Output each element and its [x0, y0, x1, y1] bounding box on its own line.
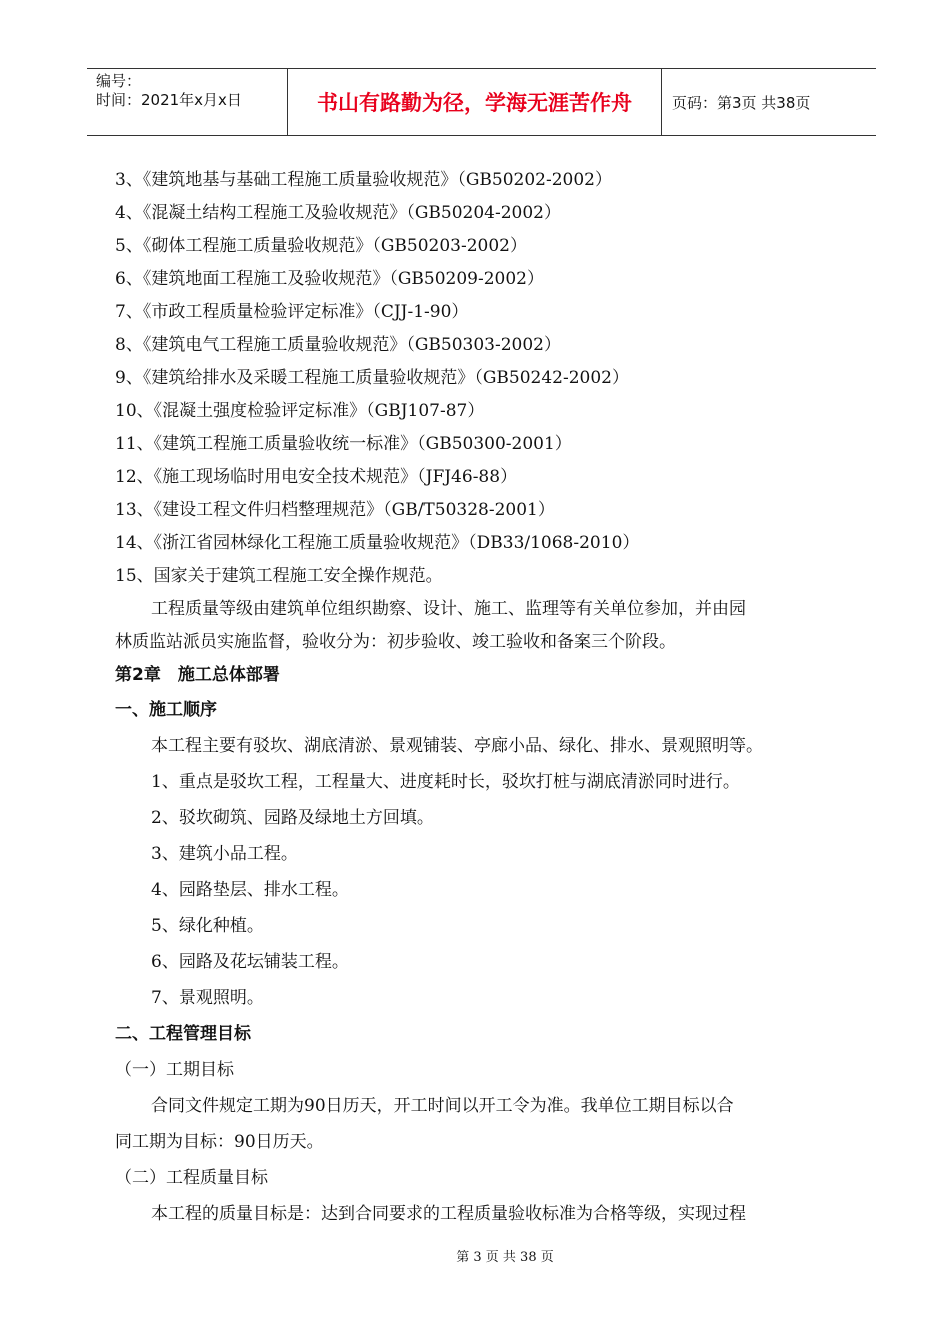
header-page-info: 页码：第3页 共38页 [672, 93, 811, 112]
page-footer: 第 3 页 共 38 页 [456, 1250, 554, 1265]
document-number: 编号： [96, 72, 142, 90]
text-line: 7、《市政工程质量检验评定标准》（CJJ-1-90） [115, 302, 469, 322]
text-line: 12、《施工现场临时用电安全技术规范》（JFJ46-88） [115, 467, 518, 487]
text-line: 工程质量等级由建筑单位组织勘察、设计、施工、监理等有关单位参加，并由园 [151, 599, 746, 619]
text-line: 6、《建筑地面工程施工及验收规范》（GB50209-2002） [115, 269, 544, 289]
text-line: 5、绿化种植。 [151, 916, 264, 936]
text-line: （二）工程质量目标 [115, 1168, 268, 1188]
text-line: 11、《建筑工程施工质量验收统一标准》（GB50300-2001） [115, 434, 572, 454]
header-motto: 书山有路勤为径，学海无涯苦作舟 [287, 69, 662, 135]
text-line: 本工程主要有驳坎、湖底清淤、景观铺装、亭廊小品、绿化、排水、景观照明等。 [151, 736, 763, 756]
header-meta [87, 69, 287, 135]
text-line: 13、《建设工程文件归档整理规范》（GB/T50328-2001） [115, 500, 555, 520]
text-line: （一）工期目标 [115, 1060, 234, 1080]
text-line: 6、园路及花坛铺装工程。 [151, 952, 349, 972]
text-line: 15、国家关于建筑工程施工安全操作规范。 [115, 566, 443, 586]
document-date: 时间：2021年x月x日 [96, 91, 242, 109]
text-line: 7、景观照明。 [151, 988, 264, 1008]
text-line: 本工程的质量目标是：达到合同要求的工程质量验收标准为合格等级，实现过程 [151, 1204, 746, 1224]
text-line: 8、《建筑电气工程施工质量验收规范》（GB50303-2002） [115, 335, 561, 355]
text-line: 4、园路垫层、排水工程。 [151, 880, 349, 900]
text-line: 14、《浙江省园林绿化工程施工质量验收规范》（DB33/1068-2010） [115, 533, 640, 553]
text-line: 10、《混凝土强度检验评定标准》（GBJ107-87） [115, 401, 485, 421]
text-line: 1、重点是驳坎工程，工程量大、进度耗时长，驳坎打桩与湖底清淤同时进行。 [151, 772, 740, 792]
text-line: 3、建筑小品工程。 [151, 844, 298, 864]
section-heading: 二、工程管理目标 [115, 1024, 251, 1044]
section-heading: 第2章 施工总体部署 [115, 665, 280, 685]
text-line: 9、《建筑给排水及采暖工程施工质量验收规范》（GB50242-2002） [115, 368, 629, 388]
text-line: 3、《建筑地基与基础工程施工质量验收规范》（GB50202-2002） [115, 170, 612, 190]
text-line: 5、《砌体工程施工质量验收规范》（GB50203-2002） [115, 236, 527, 256]
text-line: 林质监站派员实施监督，验收分为：初步验收、竣工验收和备案三个阶段。 [115, 632, 676, 652]
section-heading: 一、施工顺序 [115, 700, 217, 720]
document-body [115, 164, 855, 1232]
page-header [87, 68, 876, 136]
text-line: 4、《混凝土结构工程施工及验收规范》（GB50204-2002） [115, 203, 561, 223]
text-line: 2、驳坎砌筑、园路及绿地土方回填。 [151, 808, 434, 828]
text-line: 同工期为目标：90日历天。 [115, 1132, 324, 1152]
text-line: 合同文件规定工期为90日历天，开工时间以开工令为准。我单位工期目标以合 [151, 1096, 734, 1116]
